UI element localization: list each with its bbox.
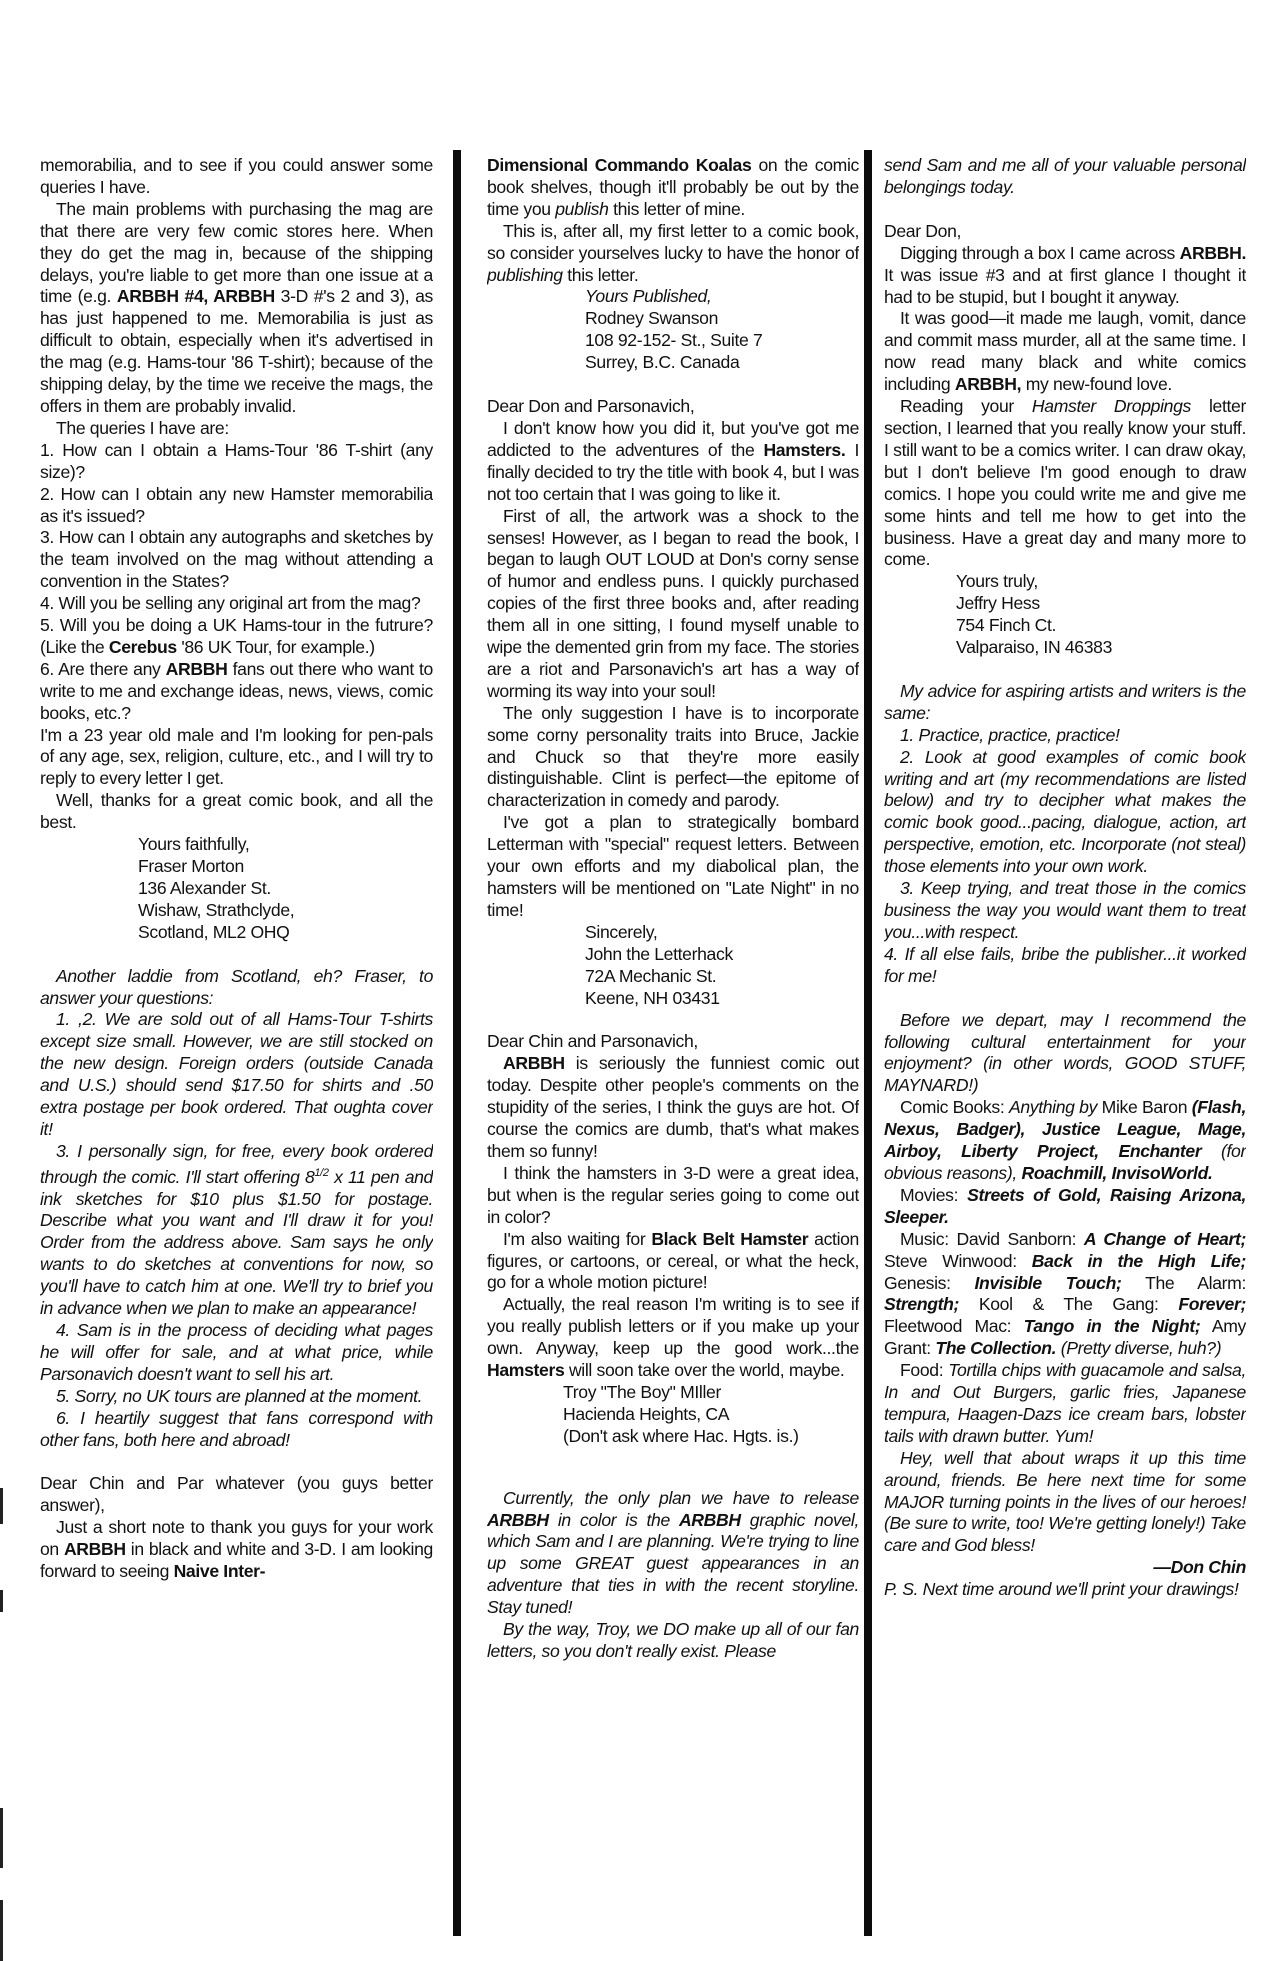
- letter-paragraph: I've got a plan to strategically bombard Letterman with "special" request letters. Between your own efforts and my diabolical plan, the hamsters will be mentioned on "Late Night" in no time!: [487, 812, 859, 920]
- editor-reply: 4. Sam is in the process of deciding what pages he will offer for sale, and at what price, while Parsonavich doesn't want to sell his art.: [40, 1319, 433, 1384]
- editor-reply: 5. Sorry, no UK tours are planned at the moment.: [56, 1385, 423, 1406]
- editor-reply: By the way, Troy, we DO make up all of our fan letters, so you don't really exist. Please: [487, 1619, 859, 1661]
- scan-edge-mark: [0, 1900, 3, 1961]
- postscript: P. S. Next time around we'll print your drawings!: [884, 1579, 1239, 1600]
- column-left: [40, 155, 433, 1945]
- letter-paragraph: The only suggestion I have is to incorporate some corny personality traits into Bruce, Jackie and Chuck so that they're more easily distinguishable. Clint is perfect—the epitome of characterization in comedy and parody.: [487, 702, 859, 811]
- letter-paragraph: I'm also waiting for Black Belt Hamster action figures, or cartoons, or cereal, or what the heck, go for a whole motion picture!: [487, 1228, 859, 1293]
- letter-salutation: Dear Don,: [884, 220, 962, 241]
- letter-signature: Sincerely, John the Letterhack 72A Mechanic St. Keene, NH 03431: [585, 921, 733, 1008]
- advice-item: 2. Look at good examples of comic book writing and art (my recommendations are listed below) and try to decipher what makes the comic book good...pacing, dialogue, action, art perspective, emotion, etc. Incorporate (not steal) those elements into your own work.: [884, 746, 1246, 877]
- recommendation-comics: Comic Books: Anything by Mike Baron (Flash, Nexus, Badger), Justice League, Mage, Airboy, Liberty Project, Enchanter (for obvious reasons), Roachmill, InvisoWorld.: [884, 1097, 1246, 1183]
- advice-item: 3. Keep trying, and treat those in the comics business the way you would want them to treat you...with respect.: [884, 878, 1246, 942]
- letter-paragraph: I'm a 23 year old male and I'm looking for pen-pals of any age, sex, religion, culture, etc., and I will try to reply to every letter I get.: [40, 724, 433, 789]
- scan-edge-mark: [0, 1590, 3, 1612]
- letter-paragraph: Well, thanks for a great comic book, and all the best.: [40, 790, 433, 833]
- query-item: 5. Will you be doing a UK Hams-tour in the futrure? (Like the Cerebus '86 UK Tour, for example.): [40, 615, 433, 657]
- advice-item: 1. Practice, practice, practice!: [900, 724, 1120, 745]
- letter-signature: Troy "The Boy" MIller Hacienda Heights, CA (Don't ask where Hac. Hgts. is.): [563, 1381, 799, 1446]
- letter-paragraph: The main problems with purchasing the mag are that there are very few comic stores here. When they do get the mag in, because of the shipping delays, you're liable to get more than one issue at a time (e.g. ARBBH #4, ARBBH 3-D #'s 2 and 3), as has just happened to me. Memorabilia is just as difficult to obtain, especially when it's advertised in the mag (e.g. Hams-tour '86 T-shirt); because of the shipping delay, by the time we receive the mags, the offers in them are probably invalid.: [40, 198, 433, 416]
- column-rule-right: [864, 150, 872, 1936]
- letter-paragraph: The queries I have are:: [56, 417, 229, 438]
- letter-paragraph: First of all, the artwork was a shock to the senses! However, as I began to read the book, I began to laugh OUT LOUD at Don's corny sense of humor and endless puns. I quickly purchased copies of the first three books and, after reading them all in one sitting, I found myself unable to wipe the demented grin from my face. The stories are a riot and Parsonavich's art has a way of worming its way into your soul!: [487, 505, 859, 701]
- column-middle: [487, 155, 859, 1945]
- letter-salutation: Dear Chin and Par whatever (you guys better answer),: [40, 1473, 433, 1516]
- letter-paragraph: Just a short note to thank you guys for your work on ARBBH in black and white and 3-D. I am looking forward to seeing Naive Inter-: [40, 1517, 433, 1582]
- editor-reply: My advice for aspiring artists and writers is the same:: [884, 680, 1246, 723]
- letter-paragraph: memorabilia, and to see if you could answer some queries I have.: [40, 155, 433, 197]
- letter-paragraph: Actually, the real reason I'm writing is to see if you really publish letters or if you make up your own. Anyway, keep up the good work...the Hamsters will soon take over the world, maybe.: [487, 1294, 859, 1381]
- letter-signature: Yours truly, Jeffry Hess 754 Finch Ct. Valparaiso, IN 46383: [956, 571, 1113, 658]
- editor-reply: Currently, the only plan we have to release ARBBH in color is the ARBBH graphic novel, which Sam and I are planning. We're trying to line up some GREAT guest appearances in an adventure that ties in with the recent storyline. Stay tuned!: [487, 1487, 859, 1618]
- recommendation-music: Music: David Sanborn: A Change of Heart; Steve Winwood: Back in the High Life; Genesis: Invisible Touch; The Alarm: Strength; Kool & The Gang: Forever; Fleetwood Mac: Tango in the Night; Amy Grant: The Collection. (Pretty diverse, huh?): [884, 1228, 1246, 1359]
- editor-reply: send Sam and me all of your valuable personal belongings today.: [884, 155, 1246, 197]
- editor-signoff: —Don Chin: [1153, 1557, 1246, 1578]
- letter-paragraph: This is, after all, my first letter to a comic book, so consider yourselves lucky to have the honor of publishing this letter.: [487, 220, 859, 285]
- letter-paragraph: I don't know how you did it, but you've got me addicted to the adventures of the Hamsters. I finally decided to try the title with book 4, but I was not too certain that I was going to like it.: [487, 417, 859, 504]
- letter-paragraph: I think the hamsters in 3-D were a great idea, but when is the regular series going to come out in color?: [487, 1162, 859, 1227]
- letter-paragraph: It was good—it made me laugh, vomit, dance and commit mass murder, all at the same time. I now read many black and white comics including ARBBH, my new-found love.: [884, 308, 1246, 395]
- advice-item: 4. If all else fails, bribe the publisher...it worked for me!: [884, 943, 1246, 986]
- editor-reply: 1. ,2. We are sold out of all Hams-Tour T-shirts except size small. However, we are still stocked on the new design. Foreign orders (outside Canada and U.S.) should send $17.50 for shirts and .50 extra postage per book ordered. That oughta cover it!: [40, 1009, 433, 1139]
- letter-paragraph: Digging through a box I came across ARBBH. It was issue #3 and at first glance I thought it had to be stupid, but I bought it anyway.: [884, 242, 1246, 307]
- recommendation-movies: Movies: Streets of Gold, Raising Arizona, Sleeper.: [884, 1184, 1246, 1227]
- letter-salutation: Dear Chin and Parsonavich,: [487, 1031, 698, 1052]
- letter-paragraph: ARBBH is seriously the funniest comic out today. Despite other people's comments on the stupidity of the series, I think the guys are hot. Of course the comics are dumb, that's what makes them so funny!: [487, 1053, 859, 1161]
- letter-salutation: Dear Don and Parsonavich,: [487, 396, 695, 417]
- column-rule-left: [453, 150, 461, 1936]
- query-item: 3. How can I obtain any autographs and sketches by the team involved on the mag without attending a convention in the States?: [40, 527, 433, 592]
- letter-signature: Yours Published, Rodney Swanson 108 92-152- St., Suite 7 Surrey, B.C. Canada: [585, 286, 763, 373]
- query-item: 1. How can I obtain a Hams-Tour '86 T-shirt (any size)?: [40, 439, 433, 482]
- scan-edge-mark: [0, 1488, 3, 1524]
- letter-signature: Yours faithfully, Fraser Morton 136 Alexander St. Wishaw, Strathclyde, Scotland, ML2 OHQ: [138, 834, 295, 942]
- letter-paragraph: Reading your Hamster Droppings letter section, I learned that you really know your stuff. I still want to be a comics writer. I can draw okay, but I don't believe I'm good enough to draw comics. I hope you could write me and give me some hints and tell me how to get into the business. Have a great day and many more to come.: [884, 396, 1246, 570]
- scan-edge-mark: [0, 1808, 3, 1868]
- editor-reply: 3. I personally sign, for free, every book ordered through the comic. I'll start offering $8^{1/2}$ x 11 pen and ink sketches for $10 plus $1.50 for postage. Describe what you want and I'll draw it for you! Order from the address above. Sam says he only wants to do sketches at conventions for now, so you'll have to catch him at one. We'll try to brief you in advance when we plan to make an appearance!: [40, 1140, 433, 1319]
- editor-reply: 6. I heartily suggest that fans correspond with other fans, both here and abroad!: [40, 1407, 433, 1450]
- letter-paragraph: Dimensional Commando Koalas on the comic book shelves, though it'll probably be out by the time you publish this letter of mine.: [487, 155, 859, 219]
- editor-reply: Before we depart, may I recommend the following cultural entertainment for your enjoyment? (in other words, GOOD STUFF, MAYNARD!): [884, 1009, 1246, 1096]
- editor-reply: Another laddie from Scotland, eh? Fraser, to answer your questions:: [40, 965, 433, 1008]
- query-item: 6. Are there any ARBBH fans out there who want to write to me and exchange ideas, news, views, comic books, etc.?: [40, 658, 433, 723]
- query-item: 4. Will you be selling any original art from the mag?: [40, 593, 421, 614]
- query-item: 2. How can I obtain any new Hamster memorabilia as it's issued?: [40, 483, 433, 526]
- column-right: [884, 155, 1246, 1945]
- recommendation-food: Food: Tortilla chips with guacamole and salsa, In and Out Burgers, garlic fries, Japanese tempura, Haagen-Dazs ice cream bars, lobster tails with drawn butter. Yum!: [884, 1360, 1246, 1446]
- editor-closing: Hey, well that about wraps it up this time around, friends. Be here next time for some MAJOR turning points in the lives of our heroes! (Be sure to write, too! We're getting lonely!) Take care and God bless!: [884, 1447, 1246, 1556]
